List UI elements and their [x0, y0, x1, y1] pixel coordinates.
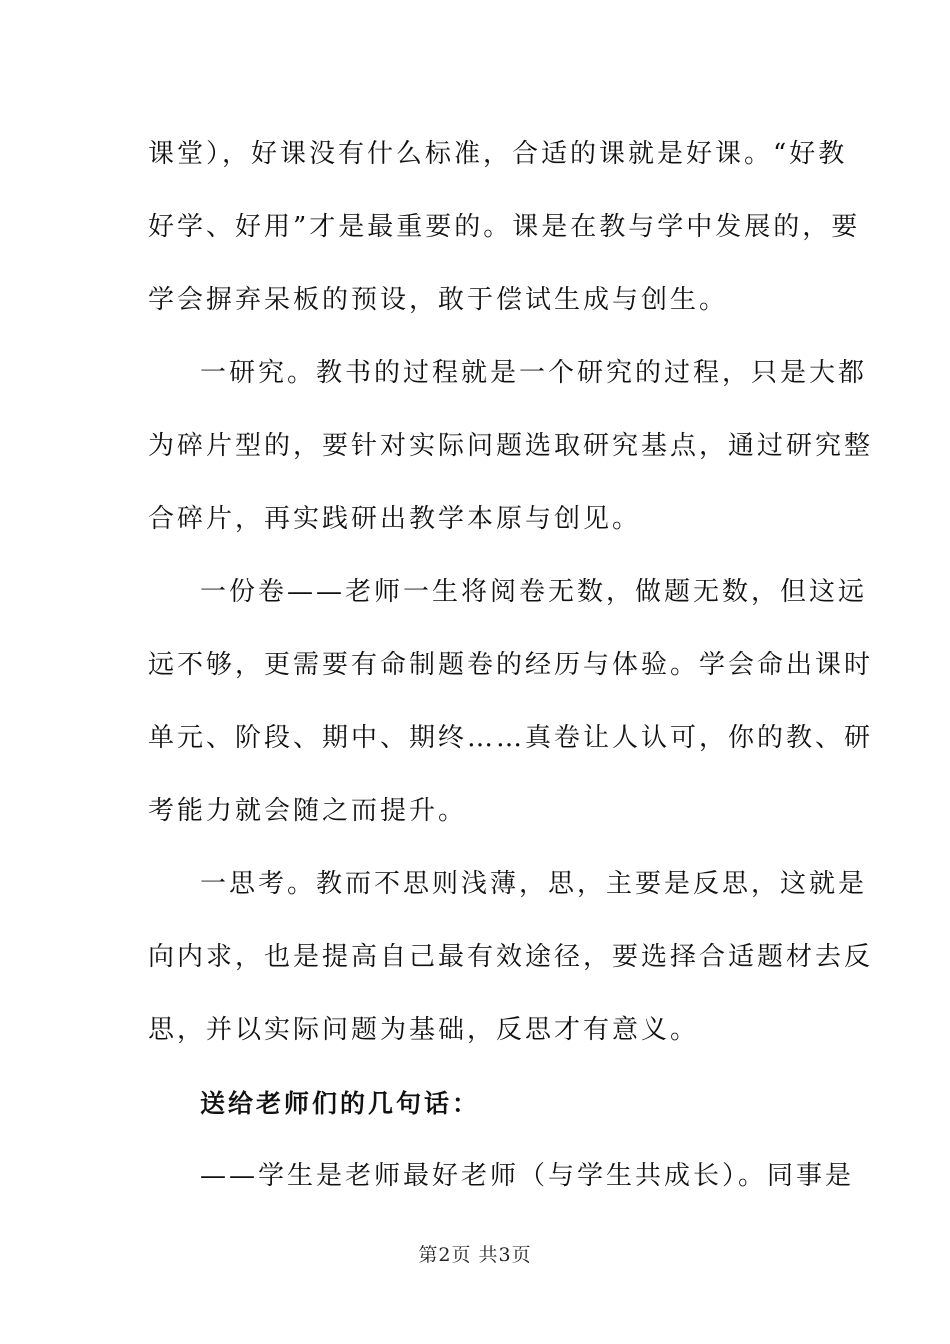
page-footer: 第2页 共3页	[418, 1244, 532, 1266]
text-line: 思，并以实际问题为基础，反思才有意义。	[148, 1015, 700, 1045]
paragraph-start-line: 一研究。教书的过程就是一个研究的过程，只是大都	[200, 358, 868, 388]
paragraph-start-line: ——学生是老师最好老师（与学生共成长）。同事是	[200, 1161, 855, 1191]
text-line: 合碎片，再实践研出教学本原与创见。	[148, 504, 642, 534]
paragraph-start-line: 一份卷——老师一生将阅卷无数，做题无数，但这远	[200, 577, 868, 607]
text-line: 为碎片型的，要针对实际问题选取研究基点，通过研究整	[148, 431, 874, 461]
text-line: 单元、阶段、期中、期终……真卷让人认可，你的教、研	[148, 723, 874, 753]
text-line: 学会摒弃呆板的预设，敢于偿试生成与创生。	[148, 285, 729, 315]
section-heading: 送给老师们的几句话：	[200, 1089, 481, 1118]
document-body	[148, 118, 874, 1213]
text-line: 向内求，也是提高自己最有效途径，要选择合适题材去反	[148, 942, 874, 972]
text-line: 好学、好用”才是最重要的。课是在教与学中发展的，要	[148, 212, 861, 242]
text-line: 考能力就会随之而提升。	[148, 796, 468, 826]
text-line: 课堂），好课没有什么标准，合适的课就是好课。“好教	[148, 139, 848, 169]
text-line: 远不够，更需要有命制题卷的经历与体验。学会命出课时	[148, 650, 874, 680]
paragraph-start-line: 一思考。教而不思则浅薄，思，主要是反思，这就是	[200, 869, 868, 899]
